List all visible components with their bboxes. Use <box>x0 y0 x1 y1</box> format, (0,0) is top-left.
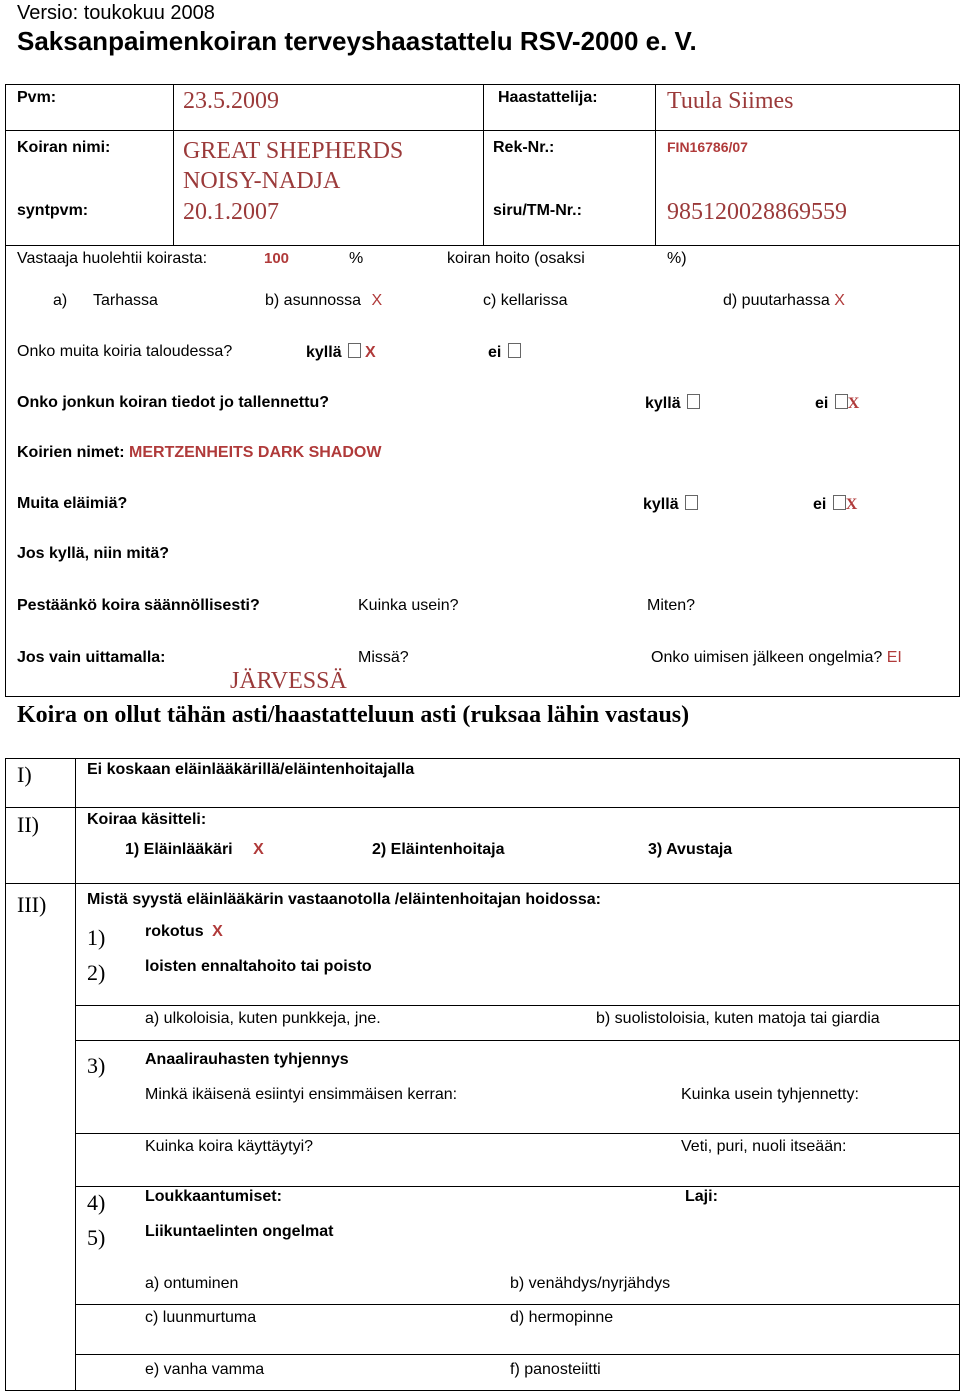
checkbox-icon[interactable] <box>508 343 521 358</box>
housing-b-label: b) asunnossa <box>265 292 362 309</box>
musculo-limping[interactable]: a) ontuminen <box>145 1275 239 1292</box>
col-divider <box>655 84 656 245</box>
reason-number-2: 2) <box>87 960 106 985</box>
dogname-value-line1[interactable]: GREAT SHEPHERDS <box>183 138 404 164</box>
housing-d-mark: X <box>834 292 845 309</box>
row-numeral-1: I) <box>17 762 32 787</box>
musculo-pinched-nerve[interactable]: d) hermopinne <box>510 1309 614 1326</box>
table-border-bottom <box>5 1390 960 1391</box>
version-text: Versio: toukokuu 2008 <box>17 2 215 24</box>
washing-question: Pestäänkö koira säännöllisesti? <box>17 597 260 614</box>
swimming-problems[interactable] <box>651 649 902 667</box>
table-col-divider <box>75 758 76 1390</box>
dog-names[interactable] <box>17 444 381 462</box>
reason-injuries[interactable]: Loukkaantumiset: <box>145 1188 282 1205</box>
reason-number-1: 1) <box>87 925 106 950</box>
pvm-label: Pvm: <box>17 89 57 106</box>
animals-no-mark: X <box>845 496 858 513</box>
musculo-panosteitis[interactable]: f) panosteiitti <box>510 1361 601 1378</box>
section-title: Koira on ollut tähän asti/haastatteluun asti (ruksaa lähin vastaus) <box>17 702 690 728</box>
housing-d-label: d) puutarhassa <box>723 292 830 309</box>
reason-number-3: 3) <box>87 1053 106 1078</box>
animals-no[interactable] <box>813 495 857 514</box>
other-dogs-no-label: ei <box>488 344 502 361</box>
injuries-kind: Laji: <box>685 1188 718 1205</box>
other-dogs-yes-mark: X <box>365 344 376 361</box>
swimming-where: Missä? <box>358 649 409 666</box>
musculo-fracture[interactable]: c) luunmurtuma <box>145 1309 257 1326</box>
option-vet[interactable] <box>125 841 264 859</box>
musculo-sprain[interactable]: b) venähdys/nyrjähdys <box>510 1275 671 1292</box>
care-hoito: koiran hoito (osaksi <box>447 250 585 267</box>
reason-anal-glands[interactable]: Anaalirauhasten tyhjennys <box>145 1051 349 1068</box>
saved-no-label: ei <box>815 395 829 412</box>
row-numeral-3: III) <box>17 892 47 917</box>
housing-a-letter: a) <box>53 292 68 309</box>
col-divider <box>173 84 174 245</box>
housing-b[interactable] <box>265 292 382 310</box>
musculo-old-injury[interactable]: e) vanha vamma <box>145 1361 265 1378</box>
checkbox-icon[interactable] <box>687 394 700 409</box>
swimming-problems-label: Onko uimisen jälkeen ongelmia? <box>651 649 883 666</box>
col-divider <box>483 84 484 245</box>
housing-b-mark: X <box>371 292 383 309</box>
saved-no-mark: X <box>847 395 860 412</box>
reknr-value[interactable]: FIN16786/07 <box>667 139 748 155</box>
dogname-value-line2[interactable]: NOISY-NADJA <box>183 168 341 194</box>
pvm-value[interactable]: 23.5.2009 <box>183 88 279 114</box>
reason-parasites[interactable]: loisten ennaltahoito tai poisto <box>145 958 372 975</box>
care-label: Vastaaja huolehtii koirasta: <box>17 250 208 267</box>
table-border-top <box>5 758 960 759</box>
swimming-problems-value: EI <box>886 649 902 666</box>
checkbox-icon[interactable] <box>833 495 846 510</box>
parasites-external[interactable]: a) ulkoloisia, kuten punkkeja, jne. <box>145 1010 381 1027</box>
washing-how-often: Kuinka usein? <box>358 597 459 614</box>
other-dogs-yes[interactable] <box>306 343 376 362</box>
form-border-left <box>5 84 6 696</box>
table-row-divider <box>75 1354 960 1355</box>
form-border-bottom <box>5 696 960 697</box>
interviewer-value[interactable]: Tuula Siimes <box>667 88 794 114</box>
reknr-label: Rek-Nr.: <box>493 139 555 156</box>
reason-number-5: 5) <box>87 1225 106 1250</box>
care-value[interactable]: 100 <box>264 250 290 267</box>
table-row-divider <box>5 883 960 884</box>
swimming-where-value[interactable]: JÄRVESSÄ <box>230 668 347 694</box>
anal-frequency: Kuinka usein tyhjennetty: <box>681 1086 859 1103</box>
saved-yes-label: kyllä <box>645 395 681 412</box>
care-percent-close: %) <box>667 250 687 267</box>
animals-yes[interactable] <box>643 495 702 514</box>
care-percent: % <box>349 250 364 267</box>
birth-label: syntpvm: <box>17 202 89 219</box>
option-vet-label: 1) Eläinlääkäri <box>125 841 233 858</box>
animals-yes-label: kyllä <box>643 496 679 513</box>
row-1-text[interactable]: Ei koskaan eläinlääkärillä/eläintenhoitajalla <box>87 761 415 778</box>
anal-behaviour-detail: Veti, puri, nuoli itseään: <box>681 1138 847 1155</box>
checkbox-icon[interactable] <box>348 343 361 358</box>
saved-no[interactable] <box>815 394 859 413</box>
option-nurse[interactable]: 2) Eläintenhoitaja <box>372 841 505 858</box>
table-row-divider <box>5 807 960 808</box>
housing-a[interactable]: Tarhassa <box>93 292 158 309</box>
reason-vaccination-label: rokotus <box>145 923 204 940</box>
housing-d[interactable] <box>723 292 845 310</box>
table-row-divider <box>75 1040 960 1041</box>
row-2-text: Koiraa käsitteli: <box>87 811 207 828</box>
reason-vaccination-mark: X <box>212 923 223 940</box>
washing-how: Miten? <box>647 597 696 614</box>
checkbox-icon[interactable] <box>685 495 698 510</box>
row-3-text: Mistä syystä eläinlääkärin vastaanotolla /eläintenhoitajan hoidossa: <box>87 891 601 908</box>
saved-question: Onko jonkun koiran tiedot jo tallennettu? <box>17 394 329 411</box>
birth-value[interactable]: 20.1.2007 <box>183 199 279 225</box>
saved-yes[interactable] <box>645 394 704 413</box>
table-row-divider <box>75 1005 960 1006</box>
anal-behaviour: Kuinka koira käyttäytyi? <box>145 1138 314 1155</box>
interviewer-label: Haastattelija: <box>498 89 598 106</box>
other-dogs-yes-label: kyllä <box>306 344 342 361</box>
option-assistant[interactable]: 3) Avustaja <box>648 841 733 858</box>
housing-c[interactable]: c) kellarissa <box>483 292 568 309</box>
page-title: Saksanpaimenkoiran terveyshaastattelu RSV-2000 e. V. <box>17 26 697 56</box>
anal-first-age: Minkä ikäisenä esiintyi ensimmäisen kerran: <box>145 1086 458 1103</box>
other-dogs-question: Onko muita koiria taloudessa? <box>17 343 233 360</box>
table-border-left <box>5 758 6 1390</box>
reason-musculoskeletal[interactable]: Liikuntaelinten ongelmat <box>145 1223 334 1240</box>
parasites-internal[interactable]: b) suolistoloisia, kuten matoja tai giardia <box>596 1010 880 1027</box>
chip-value[interactable]: 985120028869559 <box>667 199 847 225</box>
checkbox-icon[interactable] <box>835 394 848 409</box>
other-dogs-no[interactable] <box>488 343 525 362</box>
row-numeral-2: II) <box>17 812 39 837</box>
option-vet-mark: X <box>253 841 264 858</box>
reason-vaccination[interactable] <box>145 923 223 941</box>
animals-no-label: ei <box>813 496 827 513</box>
dogname-label: Koiran nimi: <box>17 139 111 156</box>
reason-number-4: 4) <box>87 1190 106 1215</box>
dog-names-value: MERTZENHEITS DARK SHADOW <box>129 444 382 461</box>
chip-label: siru/TM-Nr.: <box>493 202 582 219</box>
row-divider <box>5 245 960 246</box>
table-row-divider <box>75 1186 960 1187</box>
dog-names-label: Koirien nimet: <box>17 444 125 461</box>
animals-which: Jos kyllä, niin mitä? <box>17 545 170 562</box>
table-row-divider <box>75 1133 960 1134</box>
swimming-question: Jos vain uittamalla: <box>17 649 166 666</box>
animals-question: Muita eläimiä? <box>17 495 128 512</box>
table-row-divider <box>75 1304 960 1305</box>
